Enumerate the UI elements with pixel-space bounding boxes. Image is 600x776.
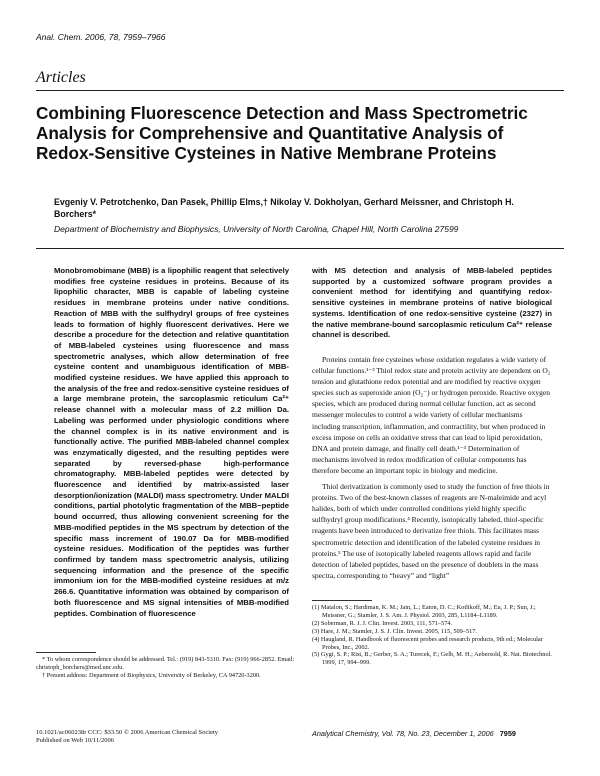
section-label: Articles bbox=[36, 69, 86, 86]
footnote-present-address: † Present address: Department of Biophysics, University of Berkeley, CA 94720-3200. bbox=[42, 672, 261, 679]
doi-line: 10.1021/ac060238r CCC: $33.50 © 2006 American Chemical Society bbox=[36, 729, 219, 736]
affiliation: Department of Biochemistry and Biophysics, University of North Carolina, Chapel Hill, North Carolina 27599 bbox=[54, 224, 459, 234]
author-list: Evgeniy V. Petrotchenko, Dan Pasek, Phillip Elms,† Nikolay V. Dokholyan, Gerhard Meissner, and Christoph H. Borchers* bbox=[54, 197, 514, 220]
page-footer bbox=[312, 729, 552, 738]
journal-abbrev: Anal. Chem. bbox=[36, 32, 83, 42]
page-number: 7959 bbox=[499, 729, 516, 738]
abstract-left-column: Monobromobimane (MBB) is a lipophilic reagent that selectively modifies free cysteine residues in proteins. Because of its lipophilic character, MBB is capable of labeling cysteine residues in membrane proteins under native conditions. Reaction of MBB with the sulfhydryl groups of free cysteines leads to formation of highly fluorescent derivatives. Here we describe a procedure for the detection and relative quantitation of MBB-labeled cysteines using fluorescence and mass spectrometric analyses, which allow determination of free cysteine content and unambiguous identification of MBB-modified cysteine residues. We have applied this approach to the analysis of the free and redox-sensitive cysteine residues of a large membrane protein, the sarcoplasmic reticulum Ca²⁺ release channel with a molecular mass of 2.2 million Da. Labeling was performed under physiologic conditions where the channel complex is in its native environment and is functionally active. The purified MBB-labeled channel complex was enzymatically digested, and the resulting peptides were separated by reversed-phase high-performance chromatography. MBB-labeled peptides were detected by fluorescence and identified by matrix-assisted laser desorption/ionization (MALDI) mass spectrometry. Under MALDI conditions, partial photolytic fragmentation of the MBB−peptide bound occurred, thus allowing convenient screening for the MBB-modified peptides in the MS spectrum by detection of the specific mass increment of 190.07 Da for MBB-modified cysteine residues. Modification of the peptides was further confirmed by tandem mass spectrometric analysis, utilizing sequencing information and the presence of the specific immonium ion for the MBB-modified cysteine residues at m/z 266.6. Quantitative information was obtained by comparison of both fluorescence and MS signal intensities of MBB-modified peptides. Combination of fluorescence bbox=[54, 266, 289, 618]
references-rule bbox=[312, 600, 372, 601]
body-paragraph-1: Proteins contain free cysteines whose oxidation regulates a wide variety of cellular functions.¹⁻³ Thiol redox state and protein activity are dependent on O₂ tension and glutathione redox potential and are modified by reactive oxygen species such as superoxide anion (O₂⁻) or hydrogen peroxide. Reactive oxygen species, which are produced during normal cellular function, act as second messenger molecules to control a wide variety of cellular mechanisms including transcription, inflammation, and contractility, but when produced in excess impose on cells an oxidative stress that can lead to lipid peroxidation, DNA and protein damage, and finally cell death.¹⁻³ Determination of mechanisms involved in redox modification of cellular components has therefore become an important topic in biology and medicine. bbox=[312, 355, 551, 475]
footnotes bbox=[36, 656, 296, 680]
doi-block bbox=[36, 729, 218, 745]
header-rule bbox=[36, 90, 564, 91]
intro-body bbox=[312, 354, 552, 581]
reference-list bbox=[312, 604, 552, 667]
article-title: Combining Fluorescence Detection and Mass Spectrometric Analysis for Comprehensive and Quantitative Analysis of Redox-Sensitive Cysteines in Native Membrane Proteins bbox=[36, 103, 528, 163]
reference-item: (3) Hare, J. M.; Stamler, J. S. J. Clin. Invest. 2005, 115, 509–517. bbox=[312, 627, 477, 635]
body-paragraph-2: Thiol derivatization is commonly used to study the function of free thiols in proteins. Two of the best-known classes of reagents are N-maleimide and acyl halides, both of which under controlled conditions yield highly specific sulfhydryl group modifications.⁴ Recently, isotopically labeled, thiol-specific reagents have been introduced to derivatize free thiols. This facilitates mass spectrometric detection and identification of the labeled cysteine residues in proteins.⁵ The use of isotopically labeled reagents allows rapid and facile detection of labeled peptides, based on the presence of doublets in the mass spectra, corresponding to “heavy” and “light” bbox=[312, 482, 550, 580]
reference-item: (5) Gygi, S. P.; Rist, B.; Gerber, S. A.; Turecek, F.; Gelb, M. H.; Aebersold, R. Nat. Biotechnol. 1999, 17, 994–999. bbox=[312, 651, 552, 667]
journal-volume-pages: 2006, 78, 7959–7966 bbox=[85, 32, 166, 42]
journal-citation bbox=[36, 32, 166, 42]
footer-journal: Analytical Chemistry, Vol. 78, No. 23, December 1, 2006 bbox=[312, 729, 494, 738]
publication-date: Published on Web 10/11/2006 bbox=[36, 737, 115, 744]
reference-item: (2) Soberman, R. J. J. Clin. Invest. 2003, 111, 571–574. bbox=[312, 619, 453, 627]
footnotes-rule bbox=[36, 652, 96, 653]
abstract-top-rule bbox=[36, 248, 564, 249]
footnote-correspondence: * To whom correspondence should be addressed. Tel.: (919) 843-5310. Fax: (919) 966-2852. Email: christoph_borchers@med.unc.edu. bbox=[36, 656, 295, 671]
reference-item: (4) Haugland, R. Handbook of fluorescent probes and research products, 9th ed.; Molecular Probes, Inc., 2002. bbox=[312, 635, 543, 651]
reference-item: (1) Matalon, S.; Hardiman, K. M.; Jain, L.; Eaton, D. C.; Kotlikoff, M.; Eu, J. P.; Sun, J.; Meissner, G.; Stamler, J. S. Am. J. Physiol. 2003, 285, L1184–L1189. bbox=[312, 604, 536, 619]
abstract-right-column: with MS detection and analysis of MBB-labeled peptides supported by a customized software program provides a convenient method for identifying and quantifying redox-sensitive cysteines in membrane proteins of native biological systems. Identification of one redox-sensitive cysteine (2327) in the native membrane-bound sarcoplasmic reticulum Ca²⁺ release channel is described. bbox=[312, 266, 552, 340]
